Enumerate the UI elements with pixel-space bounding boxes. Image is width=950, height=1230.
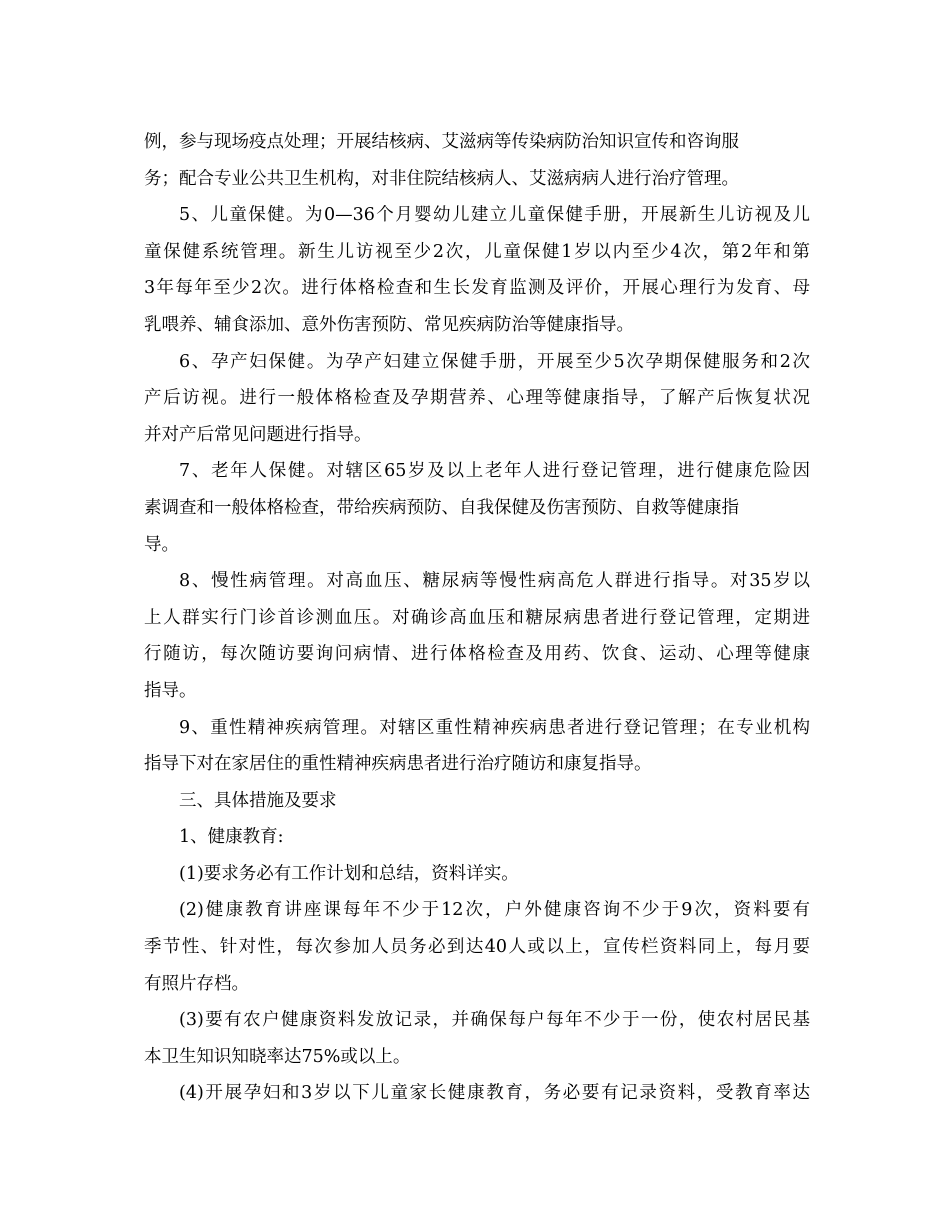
text-line: 8、慢性病管理。对高血压、糖尿病等慢性病高危人群进行指导。对35岁以 — [179, 571, 810, 592]
text-line: 指导。 — [144, 680, 197, 701]
text-line: 上人群实行门诊首诊测血压。对确诊高血压和糖尿病患者进行登记管理，定期进 — [144, 607, 810, 628]
document-body — [144, 124, 810, 1112]
text-line: 指导下对在家居住的重性精神疾病患者进行治疗随访和康复指导。 — [144, 754, 652, 775]
text-line: (4)开展孕妇和3岁以下儿童家长健康教育，务必要有记录资料，受教育率达 — [179, 1083, 810, 1104]
text-line: 乳喂养、辅食添加、意外伤害预防、常见疾病防治等健康指导。 — [144, 314, 634, 335]
text-line: 6、孕产妇保健。为孕产妇建立保健手册，开展至少5次孕期保健服务和2次 — [179, 351, 810, 372]
text-line: 7、老年人保健。对辖区65岁及以上老年人进行登记管理，进行健康危险因 — [179, 461, 810, 482]
text-line: 行随访，每次随访要询问病情、进行体格检查及用药、饮食、运动、心理等健康 — [144, 644, 810, 665]
text-line: 季节性、针对性，每次参加人员务必到达40人或以上，宣传栏资料同上，每月要 — [144, 937, 810, 958]
text-line: 有照片存档。 — [144, 973, 249, 994]
text-line: 本卫生知识知晓率达75%或以上。 — [144, 1046, 411, 1067]
text-line: 三、具体措施及要求 — [179, 790, 337, 811]
text-line: 产后访视。进行一般体格检查及孕期营养、心理等健康指导，了解产后恢复状况 — [144, 388, 810, 409]
text-line: 导。 — [144, 534, 179, 555]
text-line: 3年每年至少2次。进行体格检查和生长发育监测及评价，开展心理行为发育、母 — [144, 278, 810, 299]
text-line: (1)要求务必有工作计划和总结，资料详实。 — [179, 863, 519, 884]
text-line: (2)健康教育讲座课每年不少于12次，户外健康咨询不少于9次，资料要有 — [179, 900, 810, 921]
text-line: 1、健康教育: — [179, 827, 284, 848]
text-line: 素调查和一般体格检查，带给疾病预防、自我保健及伤害预防、自救等健康指 — [144, 497, 739, 518]
text-line: 务；配合专业公共卫生机构，对非住院结核病人、艾滋病病人进行治疗管理。 — [144, 168, 739, 189]
text-line: 并对产后常见问题进行指导。 — [144, 424, 372, 445]
text-line: 例，参与现场疫点处理；开展结核病、艾滋病等传染病防治知识宣传和咨询服 — [144, 132, 739, 152]
text-line: (3)要有农户健康资料发放记录，并确保每户每年不少于一份，使农村居民基 — [179, 1010, 810, 1031]
text-line: 5、儿童保健。为0—36个月婴幼儿建立儿童保健手册，开展新生儿访视及儿 — [179, 205, 810, 226]
text-line: 童保健系统管理。新生儿访视至少2次，儿童保健1岁以内至少4次，第2年和第 — [144, 241, 810, 262]
text-line: 9、重性精神疾病管理。对辖区重性精神疾病患者进行登记管理；在专业机构 — [179, 717, 810, 738]
